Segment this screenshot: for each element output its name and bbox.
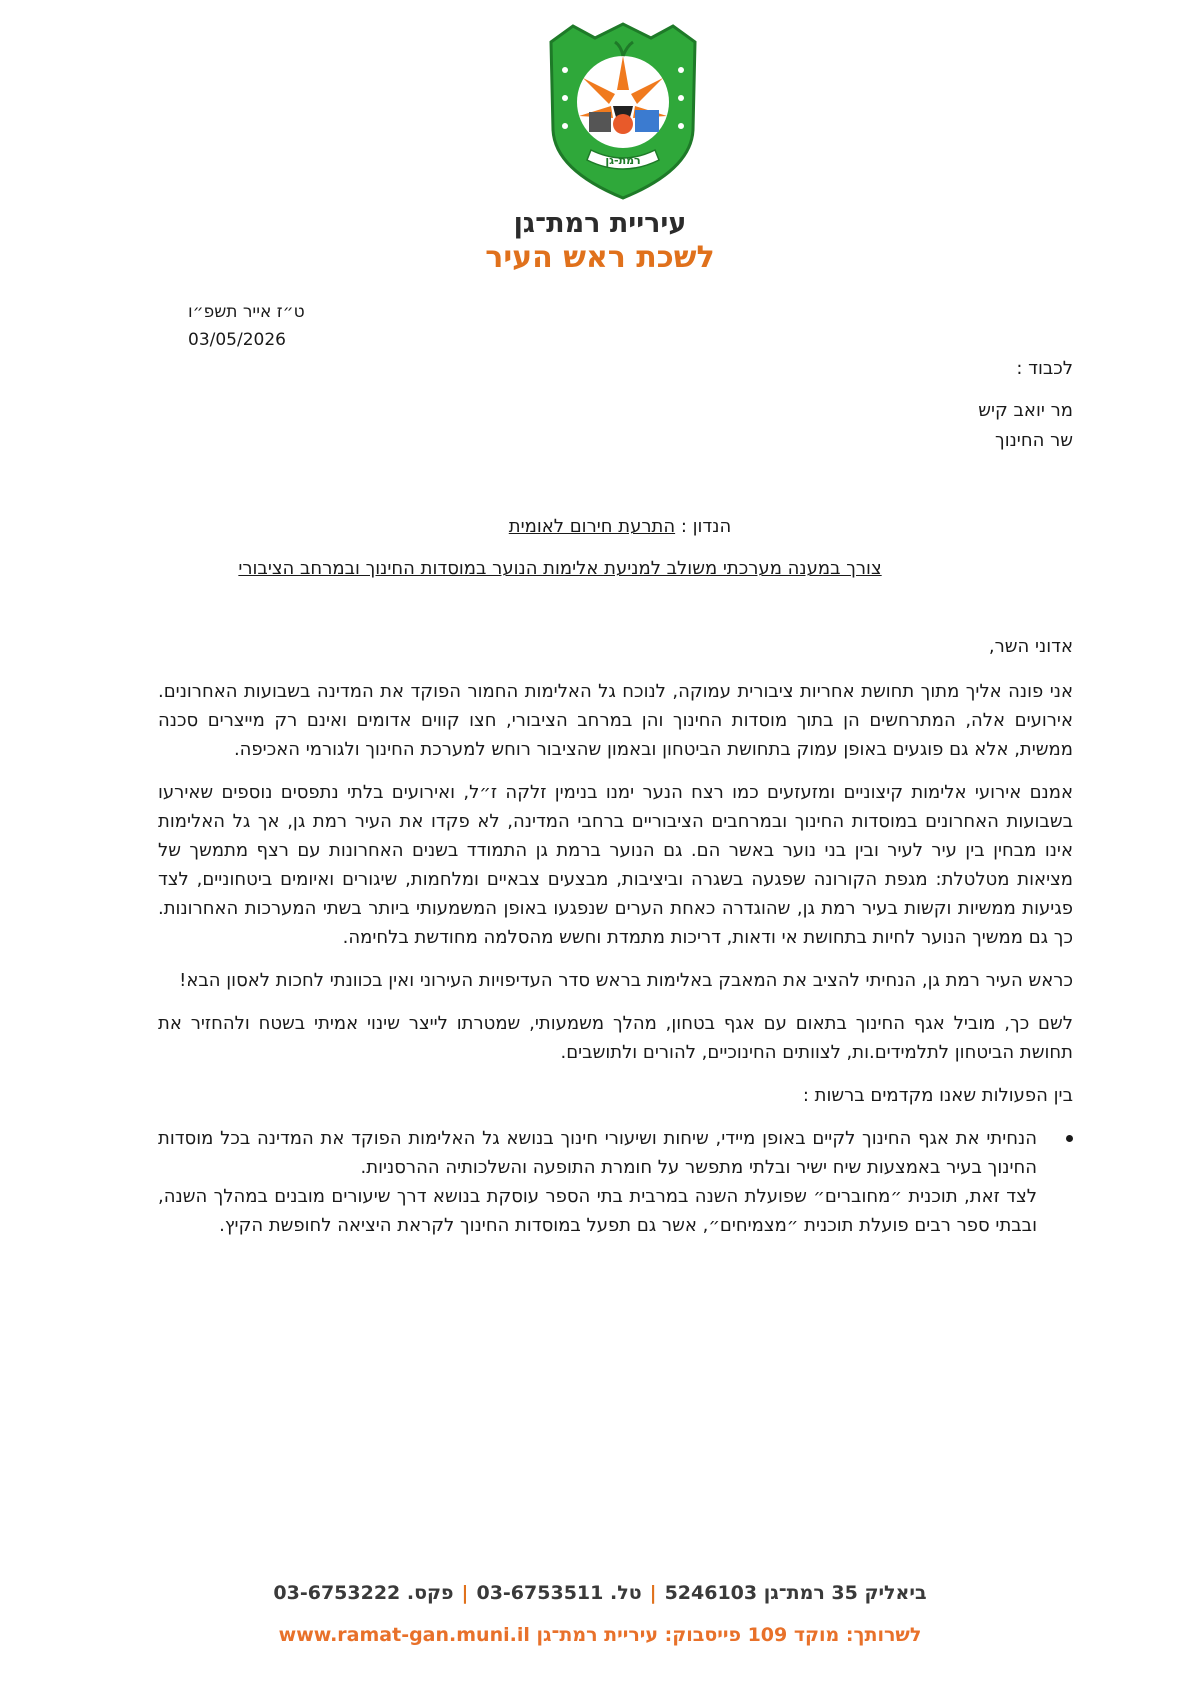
phone-number: 03-6753511 bbox=[476, 1582, 604, 1604]
actions-list bbox=[158, 1124, 1073, 1240]
footer-service-line bbox=[0, 1624, 1200, 1646]
facebook-page: עיריית רמת־גן bbox=[536, 1624, 659, 1646]
paragraph-3: כראש העיר רמת גן, הנחיתי להציב את המאבק באלימות בראש סדר העדיפויות העירוני ואין בכוונתי לחכות לאסון הבא! bbox=[179, 970, 1073, 991]
list-item-text: הנחיתי את אגף החינוך לקיים באופן מיידי, שיחות ושיעורי חינוך בנושא גל האלימות הפוקד את המדינה בכל מוסדות החינוך בעיר באמצעות שיח ישיר ובלתי מתפשר על חומרת התופעה והשלכותיה ההרסניות. bbox=[158, 1128, 1037, 1178]
hebrew-date: ט״ז אייר תשפ״ו bbox=[188, 302, 305, 322]
facebook-label: פייסבוק: bbox=[664, 1624, 741, 1646]
recipient-name: מר יואב קיש bbox=[978, 400, 1073, 421]
separator: | bbox=[649, 1582, 657, 1604]
subject-line bbox=[0, 516, 1200, 537]
footer-address: ביאליק 35 רמת־גן 5246103 bbox=[664, 1582, 927, 1604]
subject-subtitle: צורך במענה מערכתי משולב למניעת אלימות הנוער במוסדות החינוך ובמרחב הציבורי bbox=[238, 558, 882, 579]
office-name: לשכת ראש העיר bbox=[485, 240, 715, 275]
list-item-continuation: לצד זאת, תוכנית ״מחוברים״ שפועלת השנה במרבית בתי הספר עוסקת בנושא דרך שיעורים מובנים במהלך השנה, ובבתי ספר רבים פועלת תוכנית ״מצמיחים״, אשר גם תפעל במוסדות החינוך לקראת היציאה לחופשת הקיץ. bbox=[158, 1186, 1037, 1236]
recipient-block bbox=[673, 354, 1073, 456]
phone-label: טל. bbox=[609, 1582, 642, 1604]
letter-body bbox=[158, 632, 1073, 1240]
paragraph-5: בין הפעולות שאנו מקדמים ברשות : bbox=[802, 1085, 1073, 1106]
paragraph-2: אמנם אירועי אלימות קיצוניים ומזעזעים כמו רצח הנער ימנו בנימין זלקה ז״ל, ואירועים בלתי נתפסים נוספים שאירעו בשבועות האחרונים במוסדות החינוך ובמרחבים הציבוריים ברחבי המדינה, לא פקדו את העיר רמת גן, אך גל האלימות אינו מבחין בין עיר לעיר ובין בני נוער באשר הם. גם הנוער ברמת גן התמודד בשנים האחרונות עם רצף מתמשך של מציאות מטלטלת: מגפת הקורונה שפגעה בשגרה וביציבות, מבצעים צבאיים ומלחמות, שיגורים ואיומים ביטחוניים, לצד פגיעות ממשיות וקשות בעיר רמת גן, שהוגדרה כאחת הערים שנפגעו באופן המשמעותי ביותר בשתי המערכות האחרונות. כך גם ממשיך הנוער לחיות בתחושת אי ודאות, דריכות מתמדת וחשש מהסלמה מחודשת בלחימה. bbox=[158, 782, 1073, 948]
org-name: עיריית רמת־גן bbox=[513, 208, 687, 239]
date-block bbox=[188, 298, 408, 354]
footer-contact-line bbox=[0, 1582, 1200, 1604]
recipient-greeting: לכבוד : bbox=[1016, 358, 1073, 379]
ramat-gan-emblem-logo bbox=[543, 20, 703, 202]
separator: | bbox=[461, 1582, 469, 1604]
fax-label: פקס. bbox=[406, 1582, 454, 1604]
recipient-title: שר החינוך bbox=[995, 430, 1073, 451]
paragraph-1: אני פונה אליך מתוך תחושת אחריות ציבורית עמוקה, לנוכח גל האלימות החמור הפוקד את המדינה בשבועות האחרונים. אירועים אלה, המתרחשים הן בתוך מוסדות החינוך והן במרחב הציבורי, חצו קווים אדומים ואינם רק מייצרים סכנה ממשית, אלא גם פוגעים באופן עמוק בתחושת הביטחון ובאמון שהציבור רוחש למערכת החינוך ולגורמי האכיפה. bbox=[158, 681, 1073, 760]
list-item bbox=[158, 1124, 1073, 1240]
service-label: לשרותך: bbox=[845, 1624, 922, 1646]
gregorian-date: 03/05/2026 bbox=[188, 330, 286, 350]
subject-prefix: הנדון : bbox=[675, 516, 732, 537]
bullet-dot-icon bbox=[1066, 1135, 1073, 1142]
subject-main: התרעת חירום לאומית bbox=[508, 516, 676, 537]
hotline: מוקד 109 bbox=[747, 1624, 840, 1646]
salutation: אדוני השר, bbox=[988, 636, 1073, 657]
website-link[interactable]: www.ramat-gan.muni.il bbox=[278, 1624, 530, 1646]
paragraph-4: לשם כך, מוביל אגף החינוך בתאום עם אגף בטחון, מהלך משמעותי, שמטרתו לייצר שינוי אמיתי בשטח ולהחזיר את תחושת הביטחון לתלמידים.ות, לצוותים החינוכיים, להורים ולתושבים. bbox=[158, 1013, 1073, 1063]
fax-number: 03-6753222 bbox=[273, 1582, 401, 1604]
svg-text:רמת-גן: רמת-גן bbox=[605, 154, 641, 167]
